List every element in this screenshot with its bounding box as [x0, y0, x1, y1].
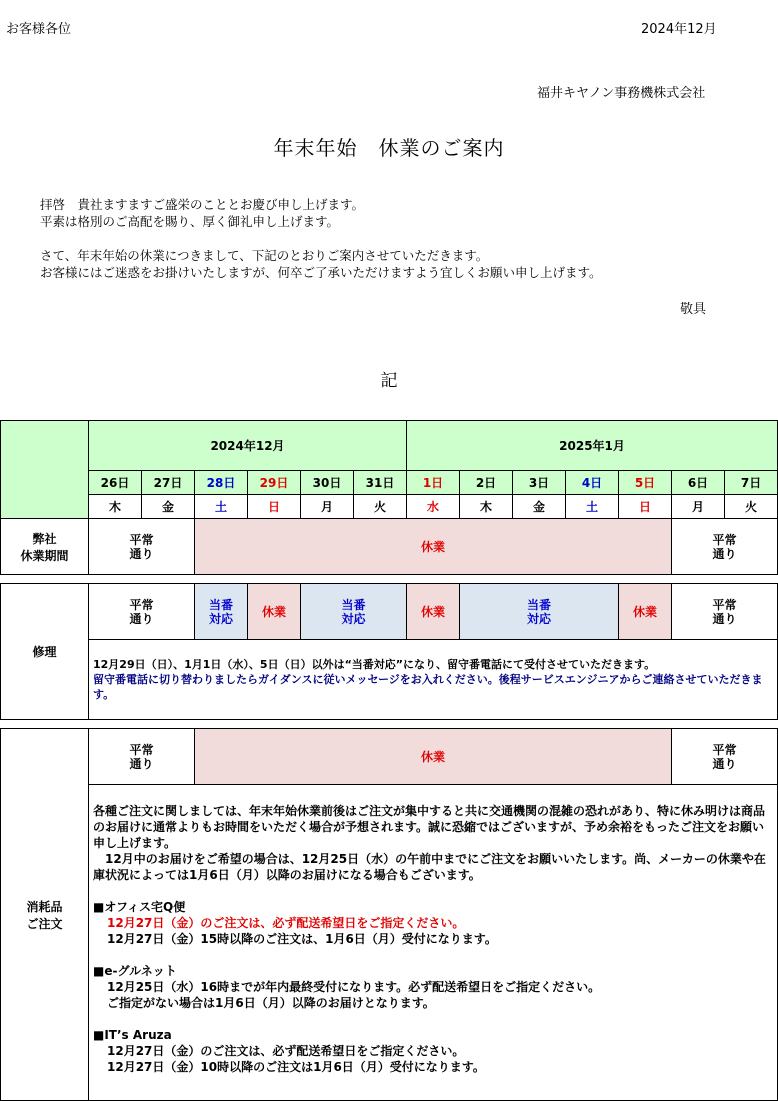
closed-status: 休業	[407, 584, 460, 640]
intro-line: さて、年末年始の休業につきまして、下記のとおりご案内させていただきます。	[40, 248, 489, 263]
weekday-cell: 火	[725, 495, 778, 519]
normal-status: 平常 通り	[89, 584, 195, 640]
office-q-line: 12月27日（金）15時以降のご注文は、1月6日（月）受付になります。	[107, 932, 497, 946]
intro-text	[40, 196, 760, 281]
repair-label: 修理	[1, 584, 89, 720]
closed-status: 休業	[195, 729, 672, 785]
closing-keigu: 敬具	[680, 302, 707, 317]
weekday-cell: 日	[248, 495, 301, 519]
date-cell: 2日	[460, 471, 513, 495]
egru-title: ■e-グルネット	[93, 964, 177, 978]
date-cell: 28日	[195, 471, 248, 495]
consumables-note	[89, 785, 778, 1101]
date-cell: 31日	[354, 471, 407, 495]
date-cell: 3日	[513, 471, 566, 495]
corner-cell	[1, 421, 89, 519]
office-q-title: ■オフィス宅Q便	[93, 900, 186, 914]
normal-status: 平常 通り	[672, 729, 778, 785]
date-cell: 5日	[619, 471, 672, 495]
intro-line: 平素は格別のご高配を賜り、厚く御礼申し上げます。	[40, 214, 340, 229]
weekday-cell: 金	[513, 495, 566, 519]
closed-status: 休業	[195, 519, 672, 575]
egru-line: ご指定がない場合は1月6日（月）以降のお届けとなります。	[107, 996, 435, 1010]
date-cell: 27日	[142, 471, 195, 495]
aruza-line: 12月27日（金）10時以降のご注文は1月6日（月）受付になります。	[107, 1060, 485, 1074]
date-cell: 1日	[407, 471, 460, 495]
duty-status: 当番 対応	[301, 584, 407, 640]
normal-status: 平常 通り	[89, 519, 195, 575]
company-name: 福井キヤノン事務機株式会社	[537, 86, 706, 101]
date-cell: 6日	[672, 471, 725, 495]
normal-status: 平常 通り	[672, 519, 778, 575]
schedule-table	[0, 420, 778, 1101]
date-cell: 26日	[89, 471, 142, 495]
duty-status: 当番 対応	[460, 584, 619, 640]
consumables-paragraph: 12月中のお届けをご希望の場合は、12月25日（水）の午前中までにご注文をお願いいたします。尚、メーカーの休業や在庫状況によっては1月6日（月）以降のお届けになる場合もございます。	[93, 852, 766, 882]
weekday-cell: 木	[89, 495, 142, 519]
date-cell: 7日	[725, 471, 778, 495]
weekday-cell: 月	[301, 495, 354, 519]
normal-status: 平常 通り	[672, 584, 778, 640]
aruza-line: 12月27日（金）のご注文は、必ず配送希望日をご指定ください。	[107, 1044, 465, 1058]
weekday-cell: 木	[460, 495, 513, 519]
closed-status: 休業	[248, 584, 301, 640]
weekday-row	[1, 495, 778, 519]
month-header-dec: 2024年12月	[89, 421, 407, 471]
consumables-row	[1, 729, 778, 785]
closed-status: 休業	[619, 584, 672, 640]
repair-note-line: 留守番電話に切り替わりましたらガイダンスに従いメッセージをお入れください。後程サービスエンジニアからご連絡させていただきます。	[93, 673, 763, 701]
issue-date: 2024年12月	[641, 22, 717, 37]
aruza-title: ■IT’s Aruza	[93, 1028, 172, 1042]
date-row	[1, 471, 778, 495]
egru-line: 12月25日（水）16時までが年内最終受付になります。必ず配送希望日をご指定ください。	[107, 980, 601, 994]
weekday-cell: 土	[195, 495, 248, 519]
office-row	[1, 519, 778, 575]
intro-line: お客様にはご迷惑をお掛けいたしますが、何卒ご了承いただけますよう宜しくお願い申し上げます。	[40, 265, 602, 280]
consumables-label: 消耗品 ご注文	[1, 729, 89, 1101]
weekday-cell: 日	[619, 495, 672, 519]
repair-note	[89, 640, 778, 720]
weekday-cell: 土	[566, 495, 619, 519]
weekday-cell: 金	[142, 495, 195, 519]
repair-row	[1, 584, 778, 640]
date-cell: 30日	[301, 471, 354, 495]
weekday-cell: 月	[672, 495, 725, 519]
consumables-paragraph: 各種ご注文に関しましては、年末年始休業前後はご注文が集中すると共に交通機関の混雑の恐れがあり、特に休み明けは商品のお届けに通常よりもお時間をいただく場合が予想されます。誠に恐縮ではございますが、予め余裕をもったご注文をお願い申し上げます。	[93, 804, 766, 850]
weekday-cell: 水	[407, 495, 460, 519]
month-header-jan: 2025年1月	[407, 421, 778, 471]
recipient-label: お客様各位	[6, 22, 72, 37]
date-cell: 4日	[566, 471, 619, 495]
repair-note-line: 12月29日（日）、1月1日（水）、5日（日）以外は“当番対応”になり、留守番電話にて受付させていただきます。	[93, 658, 656, 671]
ki-heading: 記	[380, 371, 398, 391]
office-q-line: 12月27日（金）のご注文は、必ず配送希望日をご指定ください。	[107, 916, 465, 930]
duty-status: 当番 対応	[195, 584, 248, 640]
date-cell: 29日	[248, 471, 301, 495]
office-label: 弊社 休業期間	[1, 519, 89, 575]
weekday-cell: 火	[354, 495, 407, 519]
page-title: 年末年始 休業のご案内	[273, 136, 505, 160]
normal-status: 平常 通り	[89, 729, 195, 785]
intro-line: 拝啓 貴社ますますご盛栄のこととお慶び申し上げます。	[40, 197, 365, 212]
